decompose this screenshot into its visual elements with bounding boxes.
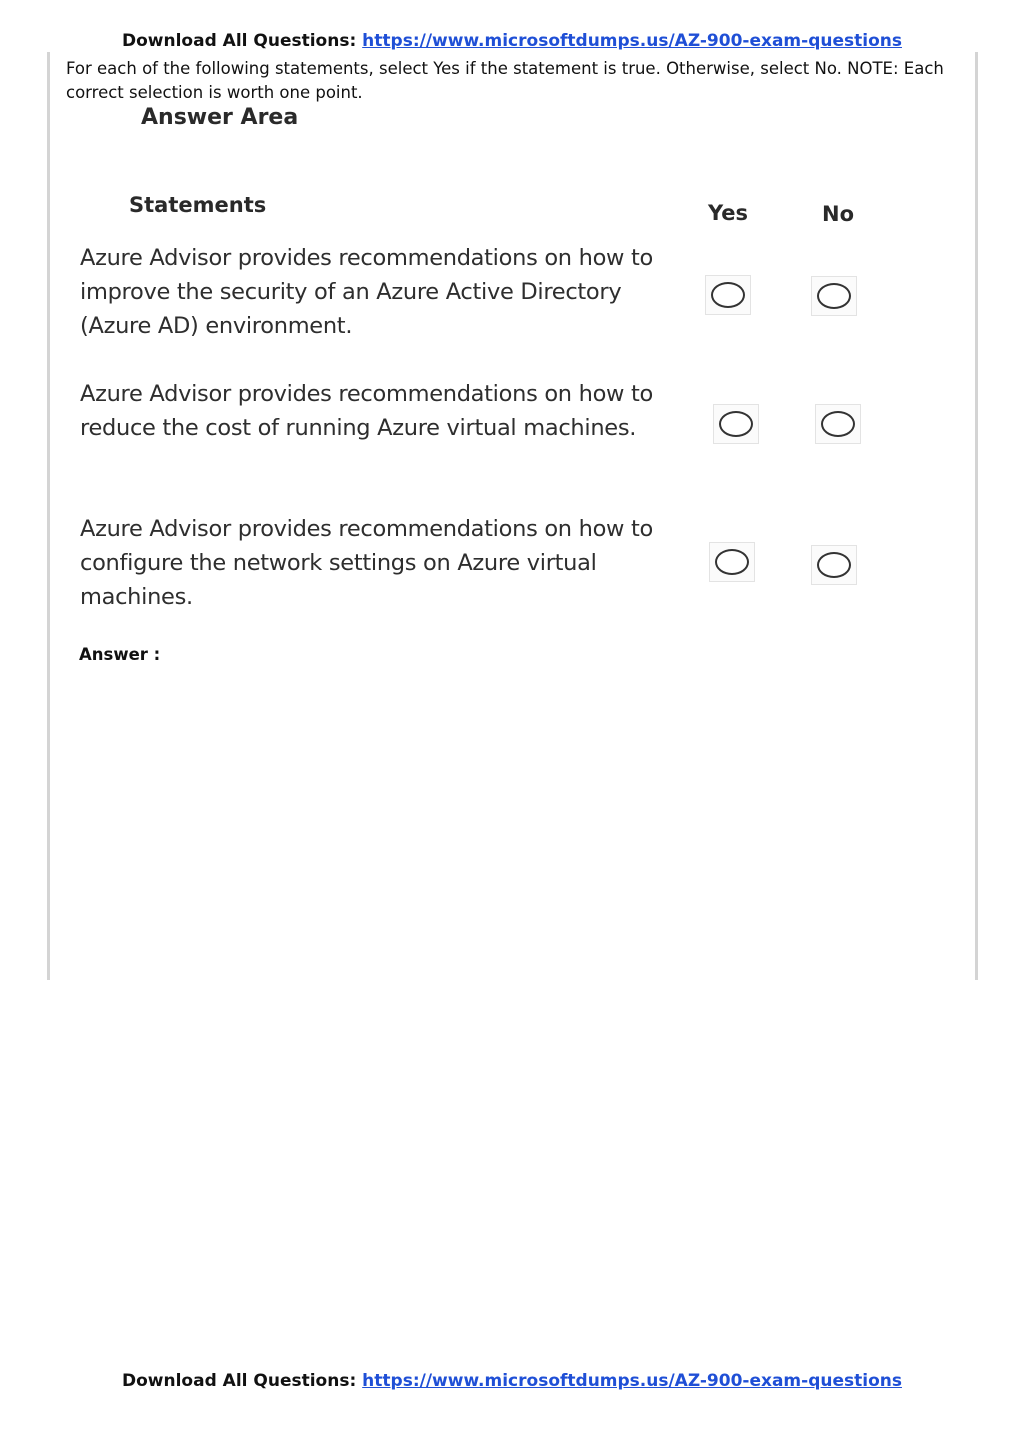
radio-circle-icon <box>711 282 745 308</box>
no-column-header: No <box>822 202 855 226</box>
statement-3-yes-radio[interactable] <box>709 542 755 582</box>
page-header <box>0 31 1024 51</box>
statement-3: Azure Advisor provides recommendations on how to configure the network settings on Azure virtual machines. <box>80 516 653 610</box>
footer-prefix: Download All Questions: <box>122 1371 363 1391</box>
footer-download-link[interactable]: https://www.microsoftdumps.us/AZ-900-exam-questions <box>362 1371 902 1391</box>
header-prefix: Download All Questions: <box>122 31 363 51</box>
radio-circle-icon <box>821 411 855 437</box>
statement-1: Azure Advisor provides recommendations on how to improve the security of an Azure Active Directory (Azure AD) environment. <box>80 245 653 339</box>
statement-2-yes-radio[interactable] <box>713 404 759 444</box>
statement-1-no-radio[interactable] <box>811 276 857 316</box>
radio-circle-icon <box>719 411 753 437</box>
question-instructions: For each of the following statements, select Yes if the statement is true. Otherwise, select No. NOTE: Each correct selection is worth one point. <box>66 59 944 102</box>
answer-area-title: Answer Area <box>141 105 299 130</box>
radio-circle-icon <box>817 552 851 578</box>
statements-column-header: Statements <box>129 193 267 217</box>
page-footer <box>0 1371 1024 1391</box>
statement-2: Azure Advisor provides recommendations on how to reduce the cost of running Azure virtual machines. <box>80 381 653 441</box>
header-download-link[interactable]: https://www.microsoftdumps.us/AZ-900-exam-questions <box>362 31 902 51</box>
answer-label: Answer : <box>79 645 161 664</box>
yes-column-header: Yes <box>708 201 749 225</box>
statement-3-no-radio[interactable] <box>811 545 857 585</box>
radio-circle-icon <box>715 549 749 575</box>
radio-circle-icon <box>817 283 851 309</box>
statement-1-yes-radio[interactable] <box>705 275 751 315</box>
statement-2-no-radio[interactable] <box>815 404 861 444</box>
